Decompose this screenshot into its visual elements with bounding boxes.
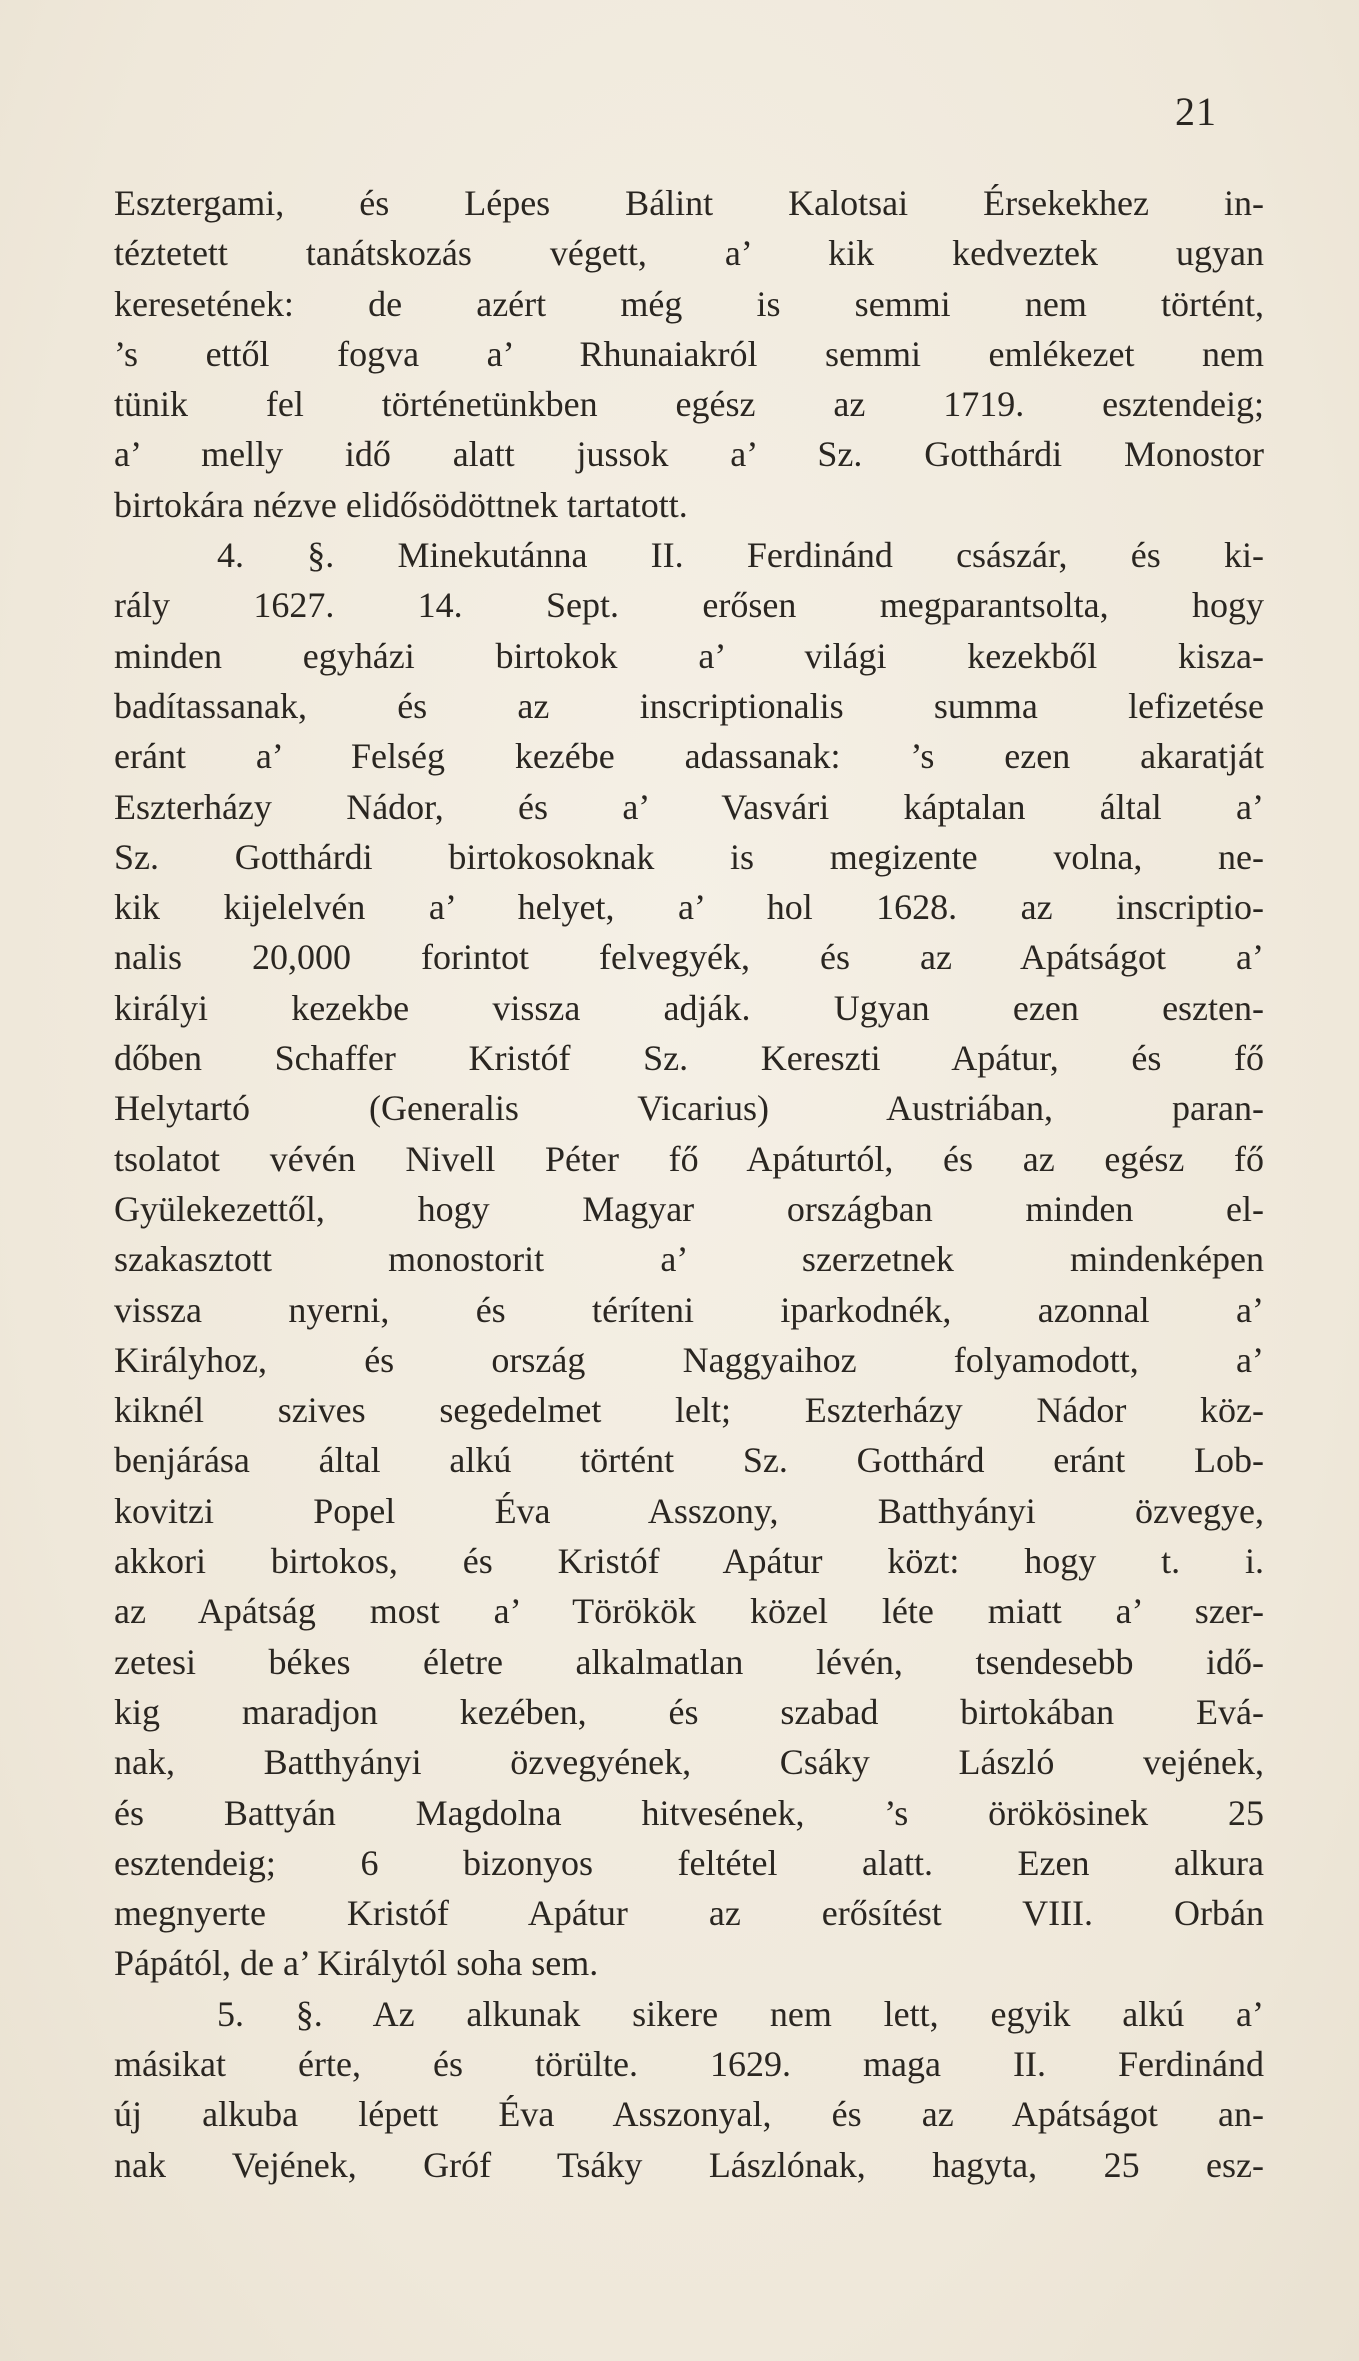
text-line: minden egyházi birtokok a’ világi kezekből kisza- <box>114 635 1264 676</box>
text-line: az Apátság most a’ Törökök közel léte miatt a’ szer- <box>114 1591 1264 1632</box>
text-line: birtokára nézve elidősödöttnek tartatott. <box>114 484 688 525</box>
text-line: vissza nyerni, és téríteni iparkodnék, azonnal a’ <box>114 1289 1264 1330</box>
text-line: új alkuba lépett Éva Asszonyal, és az Apátságot an- <box>114 2094 1264 2135</box>
text-line: nak, Batthyányi özvegyének, Csáky László vejének, <box>114 1742 1264 1783</box>
text-line: Pápától, de a’ Királytól soha sem. <box>114 1943 599 1984</box>
text-line: királyi kezekbe vissza adják. Ugyan ezen eszten- <box>114 987 1264 1028</box>
page-number: 21 <box>1175 89 1217 134</box>
text-line: kiknél szives segedelmet lelt; Eszterházy Nádor köz- <box>114 1390 1264 1431</box>
text-line: Sz. Gotthárdi birtokosoknak is megizente volna, ne- <box>114 836 1264 877</box>
text-line: rály 1627. 14. Sept. erősen megparantsolta, hogy <box>114 585 1264 626</box>
text-line: keresetének: de azért még is semmi nem történt, <box>114 283 1264 324</box>
text-line: kig maradjon kezében, és szabad birtokában Evá- <box>114 1691 1264 1732</box>
text-line: benjárása által alkú történt Sz. Gotthárd eránt Lob- <box>114 1440 1264 1481</box>
text-line: nak Vejének, Gróf Tsáky Lászlónak, hagyta, 25 esz- <box>114 2144 1264 2185</box>
text-line: Helytartó (Generalis Vicarius) Austriában, paran- <box>114 1088 1264 1129</box>
text-line: esztendeig; 6 bizonyos feltétel alatt. Ezen alkura <box>114 1842 1264 1883</box>
text-line: 5. §. Az alkunak sikere nem lett, egyik alkú a’ <box>217 1993 1264 2034</box>
text-line: tsolatot vévén Nivell Péter fő Apáturtól, és az egész fő <box>114 1138 1264 1179</box>
text-line: 4. §. Minekutánna II. Ferdinánd császár, és ki- <box>217 535 1264 576</box>
text-line: Esztergami, és Lépes Bálint Kalotsai Érsekekhez in- <box>114 183 1264 223</box>
text-line: eránt a’ Felség kezébe adassanak: ’s ezen akaratját <box>114 736 1264 777</box>
text-line: zetesi békes életre alkalmatlan lévén, tsendesebb idő- <box>114 1641 1264 1682</box>
text-line: Gyülekezettől, hogy Magyar országban minden el- <box>114 1188 1264 1229</box>
text-line: másikat érte, és törülte. 1629. maga II. Ferdinánd <box>114 2043 1264 2084</box>
text-line: nalis 20,000 forintot felvegyék, és az Apátságot a’ <box>114 937 1264 978</box>
text-line: és Battyán Magdolna hitvesének, ’s örökösinek 25 <box>114 1792 1264 1833</box>
text-line: kik kijelelvén a’ helyet, a’ hol 1628. az inscriptio- <box>114 887 1264 928</box>
text-line: téztetett tanátskozás végett, a’ kik kedveztek ugyan <box>114 233 1264 274</box>
text-line: ’s ettől fogva a’ Rhunaiakról semmi emlékezet nem <box>114 333 1264 374</box>
text-line: Eszterházy Nádor, és a’ Vasvári káptalan által a’ <box>114 786 1264 827</box>
text-line: tünik fel történetünkben egész az 1719. esztendeig; <box>114 384 1264 425</box>
text-line: dőben Schaffer Kristóf Sz. Kereszti Apátur, és fő <box>114 1038 1264 1079</box>
page-body-text <box>114 178 1264 2190</box>
text-line: badítassanak, és az inscriptionalis summa lefizetése <box>114 685 1264 726</box>
text-line: kovitzi Popel Éva Asszony, Batthyányi özvegye, <box>114 1490 1264 1531</box>
text-line: a’ melly idő alatt jussok a’ Sz. Gotthárdi Monostor <box>114 434 1264 475</box>
text-line: Királyhoz, és ország Naggyaihoz folyamodott, a’ <box>114 1339 1264 1380</box>
text-line: szakasztott monostorit a’ szerzetnek mindenképen <box>114 1239 1264 1280</box>
text-line: megnyerte Kristóf Apátur az erősítést VIII. Orbán <box>114 1893 1264 1934</box>
text-line: akkori birtokos, és Kristóf Apátur közt: hogy t. i. <box>114 1541 1264 1582</box>
